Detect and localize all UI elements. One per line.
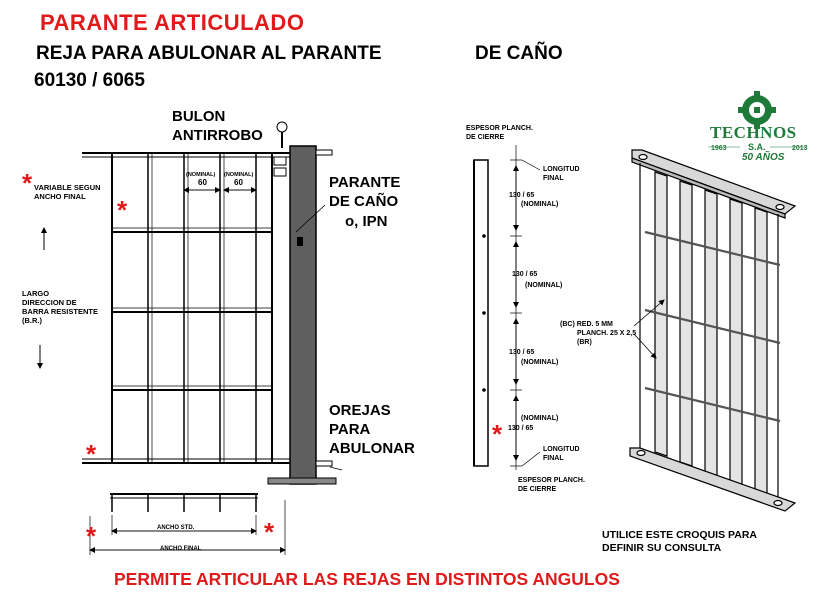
largo-label-line3: BARRA RESISTENTE xyxy=(22,307,98,316)
grating-front-view xyxy=(40,153,300,555)
largo-label-line1: LARGO xyxy=(22,289,50,298)
longitud-bottom-line2: FINAL xyxy=(543,455,564,462)
grating-isometric-view xyxy=(630,150,795,511)
dim-1-nominal: (NOMINAL) xyxy=(521,201,559,208)
nominal-label-1: (NOMINAL) xyxy=(186,172,216,178)
parante-label-line1: PARANTE xyxy=(329,174,401,191)
brand-anniversary: 50 AÑOS xyxy=(742,152,785,163)
note-line1: UTILICE ESTE CROQUIS PARA xyxy=(602,529,757,541)
largo-label-line4: (B.R.) xyxy=(22,316,42,325)
asterisk-profile: * xyxy=(492,419,503,449)
dim-4-nominal: (NOMINAL) xyxy=(521,415,559,422)
espesor-top-line2: DE CIERRE xyxy=(466,134,505,141)
page-subtitle-tail: DE CAÑO xyxy=(475,43,563,64)
nominal-value-2: 60 xyxy=(234,178,243,187)
bolt-label-line2: ANTIRROBO xyxy=(172,127,263,144)
espesor-top-line1: ESPESOR PLANCH. xyxy=(466,125,533,132)
longitud-top-line2: FINAL xyxy=(543,175,564,182)
page-title: PARANTE ARTICULADO xyxy=(40,10,305,35)
ancho-std-label: ANCHO STD. xyxy=(157,525,195,531)
nominal-value-1: 60 xyxy=(198,178,207,187)
nominal-label-2: (NOMINAL) xyxy=(224,172,254,178)
dim-1-value: 130 / 65 xyxy=(509,192,535,199)
variable-label-line1: VARIABLE SEGUN xyxy=(34,183,101,192)
espesor-bottom-line1: ESPESOR PLANCH. xyxy=(518,477,585,484)
espesor-bottom-line2: DE CIERRE xyxy=(518,486,557,493)
orejas-label-line3: ABULONAR xyxy=(329,440,415,457)
brand-year-start: 1963 xyxy=(711,145,727,152)
footer-banner: PERMITE ARTICULAR LAS REJAS EN DISTINTOS ANGULOS xyxy=(114,569,620,589)
variable-label-line2: ANCHO FINAL xyxy=(34,192,86,201)
brand-name: TECHNOS xyxy=(710,123,797,142)
asterisk-variable: * xyxy=(22,168,33,198)
parante-label-line2: DE CAÑO xyxy=(329,193,399,210)
orejas-label-line1: OREJAS xyxy=(329,402,391,419)
brand-sa: S.A. xyxy=(748,142,766,152)
parante-label-line3: o, IPN xyxy=(345,213,388,230)
longitud-top-line1: LONGITUD xyxy=(543,166,580,173)
asterisk-grid: * xyxy=(117,195,128,225)
spec-bc-line1: (BC) RED. 5 MM xyxy=(560,321,613,328)
dim-3-value: 130 / 65 xyxy=(509,349,535,356)
dim-2-nominal: (NOMINAL) xyxy=(525,282,563,289)
page-subtitle: REJA PARA ABULONAR AL PARANTE xyxy=(36,43,382,64)
asterisk-width-right: * xyxy=(264,517,275,547)
dim-4-value: 130 / 65 xyxy=(508,425,534,432)
asterisk-bottom-rail: * xyxy=(86,439,97,469)
largo-label-line2: DIRECCION DE xyxy=(22,298,77,307)
ancho-final-label: ANCHO FINAL xyxy=(160,546,202,552)
asterisk-width-left: * xyxy=(86,521,97,551)
brand-year-end: 2013 xyxy=(792,145,808,152)
orejas-label-line2: PARA xyxy=(329,421,371,438)
note-line2: DEFINIR SU CONSULTA xyxy=(602,542,722,554)
model-numbers: 60130 / 6065 xyxy=(34,70,145,91)
bolt-label-line1: BULON xyxy=(172,108,226,125)
dim-3-nominal: (NOMINAL) xyxy=(521,359,559,366)
spec-bc-line2: PLANCH. 25 X 2,5 xyxy=(577,330,637,337)
longitud-bottom-line1: LONGITUD xyxy=(543,446,580,453)
spec-bc-line3: (BR) xyxy=(577,339,592,346)
dim-2-value: 130 / 65 xyxy=(512,271,538,278)
